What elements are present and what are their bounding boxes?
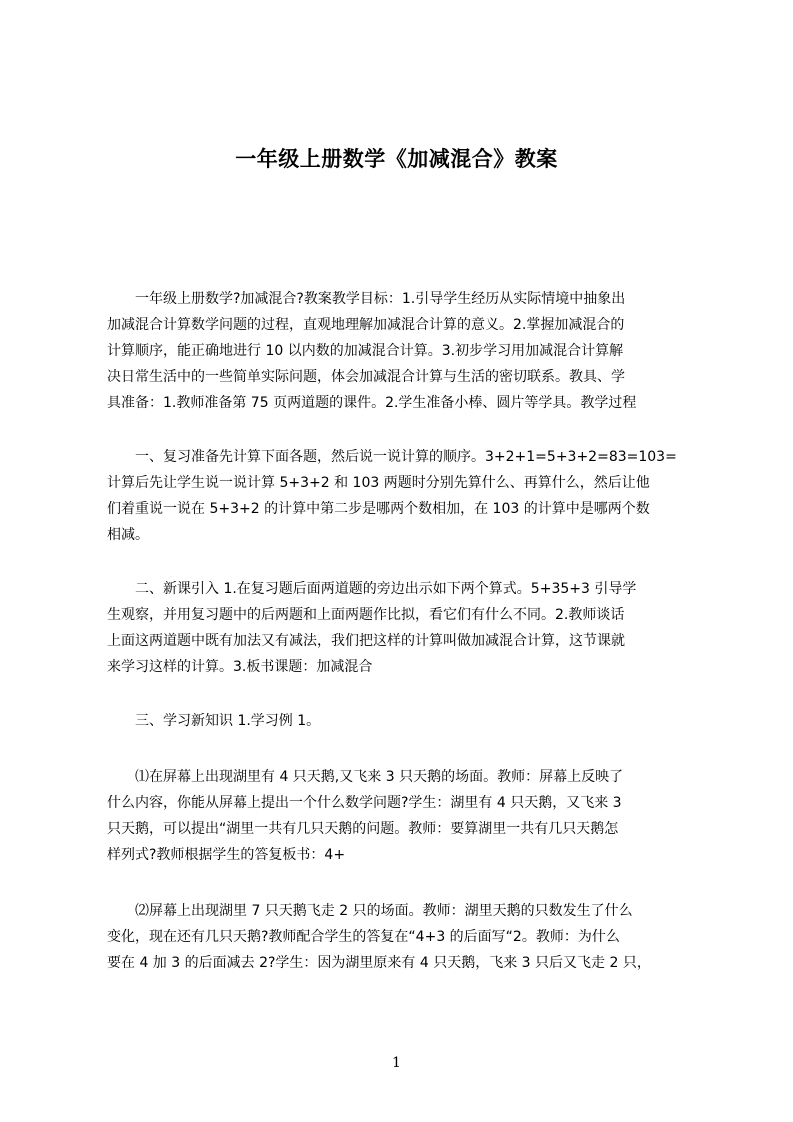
text-line: 生观察，并用复习题中的后两题和上面两题作比拟，看它们有什么不同。2.教师谈话: [107, 607, 625, 623]
text-line: 一、复习准备先计算下面各题，然后说一说计算的顺序。3+2+1=5+3+2=83=103=: [135, 449, 677, 465]
text-line: 变化，现在还有几只天鹅?教师配合学生的答复在“4+3 的后面写“2。教师：为什么: [107, 929, 620, 945]
document-body: [107, 286, 700, 976]
text-line: 二、新课引入 1.在复习题后面两道题的旁边出示如下两个算式。5+35+3 引导学: [135, 581, 637, 597]
text-line: 要在 4 加 3 的后面减去 2?学生：因为湖里原来有 4 只天鹅，飞来 3 只后又飞走 2 只，: [107, 955, 651, 971]
paragraph-review: [107, 444, 700, 548]
text-line: 计算顺序，能正确地进行 10 以内数的加减混合计算。3.初步学习用加减混合计算解: [107, 343, 624, 359]
text-line: 加减混合计算数学问题的过程，直观地理解加减混合计算的意义。2.掌握加减混合的: [107, 317, 625, 333]
text-line: 来学习这样的计算。3.板书课题：加减混合: [107, 659, 373, 675]
text-line: 们着重说一说在 5+3+2 的计算中第二步是哪两个数相加，在 103 的计算中是哪两个数: [107, 501, 650, 517]
text-line: 相减。: [107, 527, 149, 543]
text-line: 计算后先让学生说一说计算 5+3+2 和 103 两题时分别先算什么、再算什么，然后让他: [107, 475, 650, 491]
page-number: 1: [392, 1055, 401, 1071]
paragraph-swans-leave: [107, 898, 700, 976]
paragraph-new-knowledge: [107, 708, 700, 734]
paragraph-introduction: [107, 576, 700, 680]
text-line: 上面这两道题中既有加法又有减法，我们把这样的计算叫做加减混合计算，这节课就: [107, 633, 625, 649]
text-line: 什么内容，你能从屏幕上提出一个什么数学问题?学生：湖里有 4 只天鹅，又飞来 3: [107, 795, 622, 811]
text-line: 只天鹅，可以提出“湖里一共有几只天鹅的问题。教师：要算湖里一共有几只天鹅怎: [107, 821, 619, 837]
document-title: 一年级上册数学《加减混合》教案: [235, 147, 558, 171]
paragraph-objectives: [107, 286, 700, 416]
text-line: 样列式?教师根据学生的答复板书：4+: [107, 847, 346, 863]
paragraph-swans-arrive: [107, 764, 700, 868]
text-line: ⑴在屏幕上出现湖里有 4 只天鹅,又飞来 3 只天鹅的场面。教师：屏幕上反映了: [135, 769, 624, 785]
text-line: 三、学习新知识 1.学习例 1。: [135, 713, 321, 729]
text-line: ⑵屏幕上出现湖里 7 只天鹅飞走 2 只的场面。教师：湖里天鹅的只数发生了什么: [135, 903, 633, 919]
text-line: 一年级上册数学?加减混合?教案教学目标：1.引导学生经历从实际情境中抽象出: [135, 291, 626, 307]
text-line: 具准备：1.教师准备第 75 页两道题的课件。2.学生准备小棒、圆片等学具。教学过程: [107, 395, 637, 411]
text-line: 决日常生活中的一些简单实际问题，体会加减混合计算与生活的密切联系。教具、学: [107, 369, 625, 385]
